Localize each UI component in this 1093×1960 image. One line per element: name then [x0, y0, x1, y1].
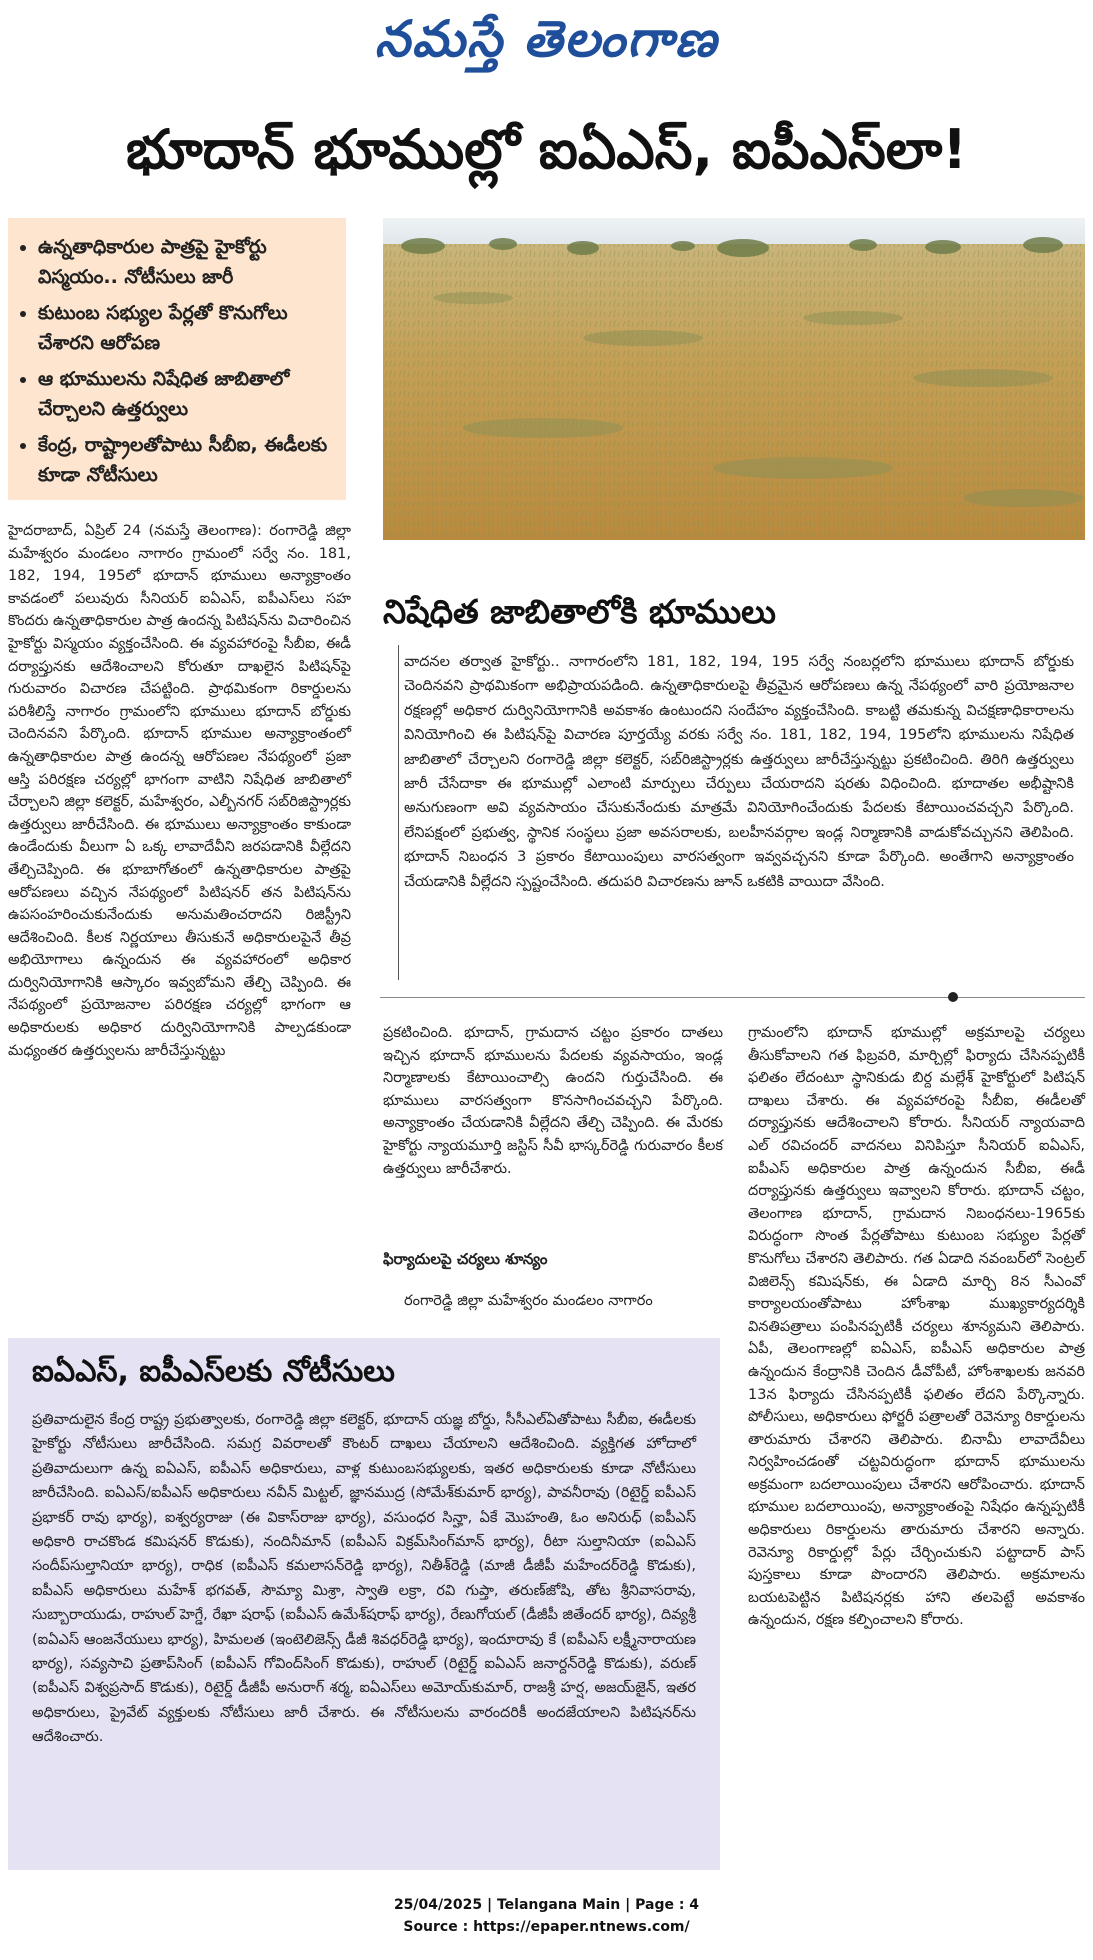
- notices-box: [8, 1338, 720, 1870]
- article-paragraph: రంగారెడ్డి జిల్లా మహేశ్వరం మండలం నాగారం: [404, 1293, 653, 1309]
- article-paragraph: గ్రామంలోని భూదాన్ భూముల్లో అక్రమాలపై చర్యలు తీసుకోవాలని గత ఫిబ్రవరి, మార్చిల్లో ఫిర్యాదు చేసినప్పటికీ ఫలితం లేదంటూ స్థానికుడు బిర్ద మల్లేశ్ హైకోర్టులో పిటిషన్ దాఖలు చేశారు. ఈ వ్యవహారంపై సీబీఐ, ఈడీలతో దర్యాప్తునకు ఆదేశించాలని కోరారు. సీనియర్ న్యాయవాది ఎల్ రవిచందర్ వాదనలు వినిపిస్తూ సీనియర్ ఐఏఎస్, ఐపీఎస్ అధికారుల పాత్ర ఉన్నందున సీబీఐ, ఈడీ దర్యాప్తునకు ఉత్తర్వులు ఇవ్వాలని కోరారు. భూదాన్ చట్టం, తెలంగాణ భూదాన్, గ్రామదాన నిబంధనలు-1965కు విరుద్ధంగా సొంత పేర్లతోపాటు కుటుంబ సభ్యుల పేర్లతో కొనుగోలు చేశారని తెలిపారు. గత ఏడాది నవంబర్‌లో సెంట్రల్ విజిలెన్స్ కమిషన్‌కు, ఈ ఏడాది మార్చి 8న సీఎంవో కార్యాలయంతోపాటు హోంశాఖ ముఖ్యకార్యదర్శికి వినతిపత్రాలు పంపినప్పటికీ చర్యలు శూన్యమని తెలిపారు. ఏపీ, తెలంగాణల్లో ఐఏఎస్, ఐపీఎస్ అధికారుల పాత్ర ఉన్నందున కేంద్రానికి చెందిన డీవోపీటీ, హోంశాఖలకు జనవరి 13న ఫిర్యాదు చేసినప్పటికీ ఫలితం లేదని పేర్కొన్నారు. పోలీసులు, అధికారులు ఫోర్జరీ పత్రాలతో రెవెన్యూ రికార్డులను తారుమారు చేశారని తెలిపారు. బినామీ లావాదేవీలు నిర్వహించడంతో చట్టవిరుద్ధంగా భూదాన్ భూములను అక్రమంగా బదలాయింపులు చేశారని ఆరోపించారు. భూదాన్ భూముల బదలాయింపు, అన్యాక్రాంతంపై నిషేధం ఉన్నప్పటికీ అధికారులు రికార్డులను తారుమారు చేశారని అన్నారు. రెవెన్యూ రికార్డుల్లో పేర్లు చేర్చించుకుని పట్టాదార్ పాస్ పుస్తకాలు కూడా పొందారని తెలిపారు. అక్రమాలను బయటపెట్టిన పిటిషనర్లకు హాని తలపెట్టే అవకాశం ఉన్నందున, రక్షణ కల్పించాలని కోరారు.: [748, 1025, 1085, 1629]
- highlights-box: [8, 218, 346, 500]
- headline: భూదాన్ భూముల్లో ఐఏఎస్, ఐపీఎస్‌లా!: [126, 118, 967, 181]
- prohibited-list-paragraph: వాదనల తర్వాత హైకోర్టు.. నాగారంలోని 181, 182, 194, 195 సర్వే నంబర్లలోని భూములు భూదాన్ బోర్డుకు చెందినవని ప్రాథమికంగా అభిప్రాయపడింది. ఉన్నతాధికారులపై తీవ్రమైన ఆరోపణలు ఉన్న నేపథ్యంలో వారి ప్రయోజనాల రక్షణల్లో అధికార దుర్వినియోగానికి అవకాశం ఉంటుందని సందేహం వ్యక్తంచేసింది. కాబట్టి తమకున్న విచక్షణాధికారాలను వినియోగించి ఈ పిటిషన్‌పై విచారణ పూర్తయ్యే వరకు సర్వే నం. 181, 182, 194, 195లోని భూములను నిషేధిత జాబితాలో చేర్చాలని రంగారెడ్డి జిల్లా కలెక్టర్, సబ్‌రిజిస్ట్రార్లకు ఉత్తర్వులు జారీచేస్తున్నట్టు ప్రకటించింది. తిరిగి ఉత్తర్వులు జారీ చేసేదాకా ఈ భూముల్లో ఎలాంటి మార్పులు చేర్పులు చేయరాదని షరతు విధించింది. భూదాతల అభీష్టానికి అనుగుణంగా అవి వ్యవసాయం చేసుకునేందుకు మాత్రమే వినియోగించేందుకు పేదలకు కేటాయించవచ్చని పేర్కొంది. లేనిపక్షంలో ప్రభుత్వ, స్థానిక సంస్థలు ప్రజా అవసరాలకు, బలహీనవర్గాల ఇండ్ల నిర్మాణానికి వాడుకోవచ్చునని తెలిపింది. భూదాన్ నిబంధన 3 ప్రకారం కేటాయింపులు వారసత్వంగా ఇవ్వవచ్చనని కూడా పేర్కొంది. అంతేగాని అన్యాక్రాంతం చేయడానికి వీల్లేదని స్పష్టంచేసింది. తదుపరి విచారణను జూన్ ఒకటికి వాయిదా వేసింది.: [404, 654, 1074, 890]
- highlight-item: • కేంద్ర, రాష్ట్రాలతోపాటు సీబీఐ, ఈడీలకు కూడా నోటీసులు: [38, 430, 336, 490]
- section-divider: [380, 997, 1085, 998]
- land-photo: [383, 218, 1085, 540]
- article-paragraph: హైదరాబాద్, ఏప్రిల్ 24 (నమస్తే తెలంగాణ): రంగారెడ్డి జిల్లా మహేశ్వరం మండలం నాగారం గ్రామంలో సర్వే నం. 181, 182, 194, 195లో భూదాన్ భూములు అన్యాక్రాంతం కావడంలో పలువురు సీనియర్ ఐఏఎస్, ఐపీఎస్‌లు సహ కొందరు ఉన్నతాధికారుల పాత్ర ఉందన్న పిటిషన్‌ను విచారించిన హైకోర్టు విస్మయం వ్యక్తంచేసింది. ఈ వ్యవహారంపై సీబీఐ, ఈడీ దర్యాప్తునకు ఆదేశించాలని కోరుతూ దాఖలైన పిటిషన్‌పై గురువారం విచారణ చేపట్టింది. ప్రాథమికంగా రికార్డులను పరిశీలిస్తే నాగారం గ్రామంలోని భూములు భూదాన్ బోర్డుకు చెందినవని పేర్కొంది. భూదాన్ భూముల అన్యాక్రాంతంలో ఉన్నతాధికారుల పాత్ర ఉందన్న ఆరోపణల నేపథ్యంలో ప్రజా ఆస్తి పరిరక్షణ చర్యల్లో భాగంగా వాటిని నిషేధిత జాబితాలో చేర్చాలని జిల్లా కలెక్టర్, మహేశ్వరం, ఎల్బీనగర్ సబ్‌రిజిస్ట్రార్లకు ఉత్తర్వులు జారీచేసింది. ఈ భూములు అన్యాక్రాంతం కాకుండా ఉండేందుకు వీలుగా ఏ ఒక్క లావాదేవీని జరపడానికి వీల్లేదని తేల్చిచెప్పింది. ఈ భూబాగోతంలో ఉన్నతాధికారుల పాత్రపై ఆరోపణలు వచ్చిన నేపథ్యంలో పిటిషనర్ తన పిటిషన్‌ను ఉపసంహరించుకునేందుకు అనుమతించరాదని రిజిస్ట్రీని ఆదేశించింది. కీలక నిర్ణయాలు తీసుకునే అధికారులపైనే తీవ్ర అభియోగాలు ఉన్నందున ఈ వ్యవహారంలో అధికార దుర్వినియోగానికి ఆస్కారం ఇవ్వబోమని తేల్చి చెప్పింది. ఈ నేపథ్యంలో ప్రయోజనాల పరిరక్షణ చర్యల్లో భాగంగా ఆ అధికారులకు అధికార దుర్వినియోగానికి పాల్పడకుండా మధ్యంతర ఉత్తర్వులను జారీచేస్తున్నట్టు: [8, 523, 351, 1059]
- article-column-middle-continued: [404, 1290, 724, 1313]
- article-column-right: [748, 1022, 1085, 1632]
- subheading-prohibited-list: నిషేధిత జాబితాలోకి భూములు: [383, 592, 776, 631]
- notices-paragraph: ప్రతివాదులైన కేంద్ర రాష్ట్ర ప్రభుత్వాలకు, రంగారెడ్డి జిల్లా కలెక్టర్, భూదాన్ యజ్ఞ బోర్డు, సీసీఎల్ఏతోపాటు సీబీఐ, ఈడీలకు హైకోర్టు నోటీసులు జారీచేసింది. సమగ్ర వివరాలతో కౌంటర్ దాఖలు చేయాలని ఆదేశించింది. వ్యక్తిగత హోదాలో ప్రతివాదులుగా ఉన్న ఐఏఎస్, ఐపీఎస్ అధికారులు, వాళ్ల కుటుంబసభ్యులకు, ఇతర అధికారులకు కూడా నోటీసులు జారీచేసింది. ఐఏఎస్/ఐపీఎస్ అధికారులు నవీన్ మిట్టల్, జ్ఞానముద్ర (సోమేశ్‌కుమార్ భార్య), పావనీరావు (రిటైర్డ్ ఐపీఎస్ ప్రభాకర్ రావు భార్య), ఐశ్వర్యరాజు (ఈ వికాస్‌రాజు భార్య), వసుంధర సిన్హా, ఏకే మొహంతి, ఓం అనిరుధ్ (ఐపీఎస్ అధికారి రాచకొండ కమిషనర్ కొడుకు), నందినీమాన్ (ఐపీఎస్ విక్రమ్‌సింగ్‌మాన్ భార్య), రీటా సుల్తానియా (ఐఏఎస్ సందీప్‌సుల్తానియా భార్య), రాధిక (ఐపీఎస్ కమలాసన్‌రెడ్డి భార్య), నితీశ్‌రెడ్డి (మాజీ డీజీపీ మహేందర్‌రెడ్డి కొడుకు), ఐపీఎస్ అధికారులు మహేశ్ భగవత్, సౌమ్యా మిశ్రా, స్వాతి లక్రా, రవి గుప్తా, తరుణ్‌జోషి, తోట శ్రీనివాసరావు, సుబ్బారాయుడు, రాహుల్ హెగ్డే, రేఖా షరాఫ్ (ఐపీఎస్ ఉమేశ్‌షరాఫ్ భార్య), రేణుగోయల్ (డీజీపీ జితేందర్ భార్య), దివ్యశ్రీ (ఐఏఎస్ ఆంజనేయులు భార్య), హిమలత (ఇంటెలిజెన్స్ డీజీ శివధర్‌రెడ్డి భార్య), ఇందూరావు కే (ఐపీఎస్ లక్ష్మీనారాయణ భార్య), సవ్యసాచి ప్రతాప్‌సింగ్ (ఐపీఎస్ గోవింద్‌సింగ్ కొడుకు), రాహుల్ (రిటైర్డ్ ఐఏఎస్ జనార్దన్‌రెడ్డి కొడుకు), వరుణ్ (ఐపీఎస్ విశ్వప్రసాద్ కొడుకు), రిటైర్డ్ డీజీపీ అనురాగ్ శర్మ, ఐఏఎస్‌లు అమోయ్‌కుమార్, రాజశ్రీ హర్ష, అజయ్‌జైన్, ఇతర అధికారులు, ప్రైవేట్ వ్యక్తులకు నోటీసులు జారీ చేశారు. ఈ నోటీసులను వారందరికీ అందజేయాలని పిటిషనర్‌ను ఆదేశించారు.: [32, 1412, 696, 1746]
- article-column-left: [8, 520, 351, 1062]
- subheading-complaints: ఫిర్యాదులపై చర్యలు శూన్యం: [383, 1250, 548, 1268]
- page-footer: [0, 1894, 1093, 1938]
- footer-source-link[interactable]: Source : https://epaper.ntnews.com/: [403, 1919, 690, 1935]
- article-paragraph: ప్రకటించింది. భూదాన్, గ్రామదాన చట్టం ప్రకారం దాతలు ఇచ్చిన భూదాన్ భూములను పేదలకు వ్యవసాయం, ఇండ్ల నిర్మాణాలకు కేటాయించాల్సి ఉందని గుర్తుచేసింది. ఈ భూములు వారసత్వంగా కొనసాగించవచ్చని పేర్కొంది. అన్యాక్రాంతం చేయడానికి వీల్లేదని తేల్చి చెప్పింది. ఈ మేరకు హైకోర్టు న్యాయమూర్తి జస్టిస్ సీవీ భాస్కర్‌రెడ్డి గురువారం కీలక ఉత్తర్వులు జారీచేశారు.: [383, 1025, 723, 1177]
- masthead-logo: నమస్తే తెలంగాణ: [374, 10, 719, 68]
- highlight-item: • కుటుంబ సభ్యుల పేర్లతో కొనుగోలు చేశారని ఆరోపణ: [38, 298, 336, 358]
- notices-title: ఐఏఎస్, ఐపీఎస్‌లకు నోటీసులు: [32, 1354, 395, 1389]
- divider-dot: [948, 992, 958, 1002]
- highlight-item: • ఉన్నతాధికారుల పాత్రపై హైకోర్టు విస్మయం.. నోటీసులు జారీ: [38, 232, 336, 292]
- footer-date-page: 25/04/2025 | Telangana Main | Page : 4: [393, 1897, 700, 1913]
- box-rule: [398, 645, 399, 980]
- article-column-middle: [383, 1022, 723, 1180]
- highlight-item: • ఆ భూములను నిషేధిత జాబితాలో చేర్చాలని ఉత్తర్వులు: [38, 364, 336, 424]
